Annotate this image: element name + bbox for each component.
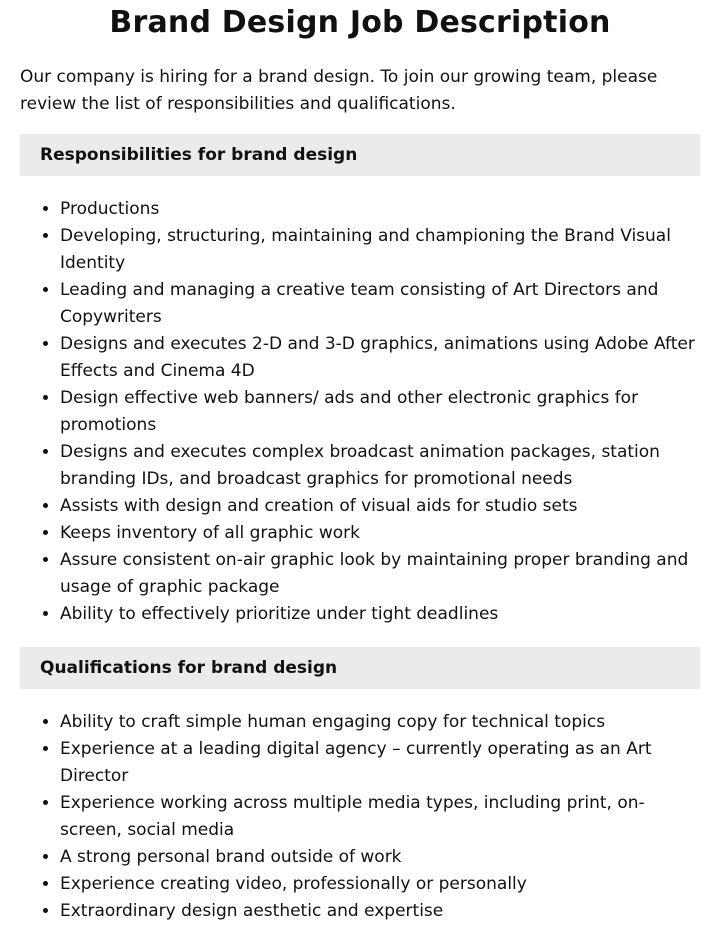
list-item: • Leading and managing a creative team consisting of Art Directors and Copywriters: [60, 277, 700, 331]
list-item: • A strong personal brand outside of work: [60, 844, 700, 871]
list-item: • Experience working across multiple media types, including print, on-screen, social media: [60, 790, 700, 844]
intro-paragraph: Our company is hiring for a brand design. To join our growing team, please review the list of responsibilities and qualifications.: [20, 67, 658, 114]
qualifications-list: [20, 709, 700, 925]
page-title: Brand Design Job Description: [109, 5, 611, 40]
list-item: • Experience creating video, professionally or personally: [60, 871, 700, 898]
list-item: • Ability to effectively prioritize under tight deadlines: [60, 601, 700, 628]
responsibilities-list: [20, 196, 700, 628]
list-item: • Designs and executes 2-D and 3-D graphics, animations using Adobe After Effects and Cinema 4D: [60, 331, 700, 385]
responsibilities-heading: Responsibilities for brand design: [20, 134, 700, 176]
list-item: • Design effective web banners/ ads and other electronic graphics for promotions: [60, 385, 700, 439]
list-item: • Designs and executes complex broadcast animation packages, station branding IDs, and broadcast graphics for promotional needs: [60, 439, 700, 493]
list-item: • Assists with design and creation of visual aids for studio sets: [60, 493, 700, 520]
list-item: • Extraordinary design aesthetic and expertise: [60, 898, 700, 925]
list-item: • Assure consistent on-air graphic look by maintaining proper branding and usage of graphic package: [60, 547, 700, 601]
list-item: • Keeps inventory of all graphic work: [60, 520, 700, 547]
list-item: • Ability to craft simple human engaging copy for technical topics: [60, 709, 700, 736]
list-item: • Productions: [60, 196, 700, 223]
list-item: • Developing, structuring, maintaining and championing the Brand Visual Identity: [60, 223, 700, 277]
qualifications-heading: Qualifications for brand design: [20, 647, 700, 689]
list-item: • Experience at a leading digital agency – currently operating as an Art Director: [60, 736, 700, 790]
